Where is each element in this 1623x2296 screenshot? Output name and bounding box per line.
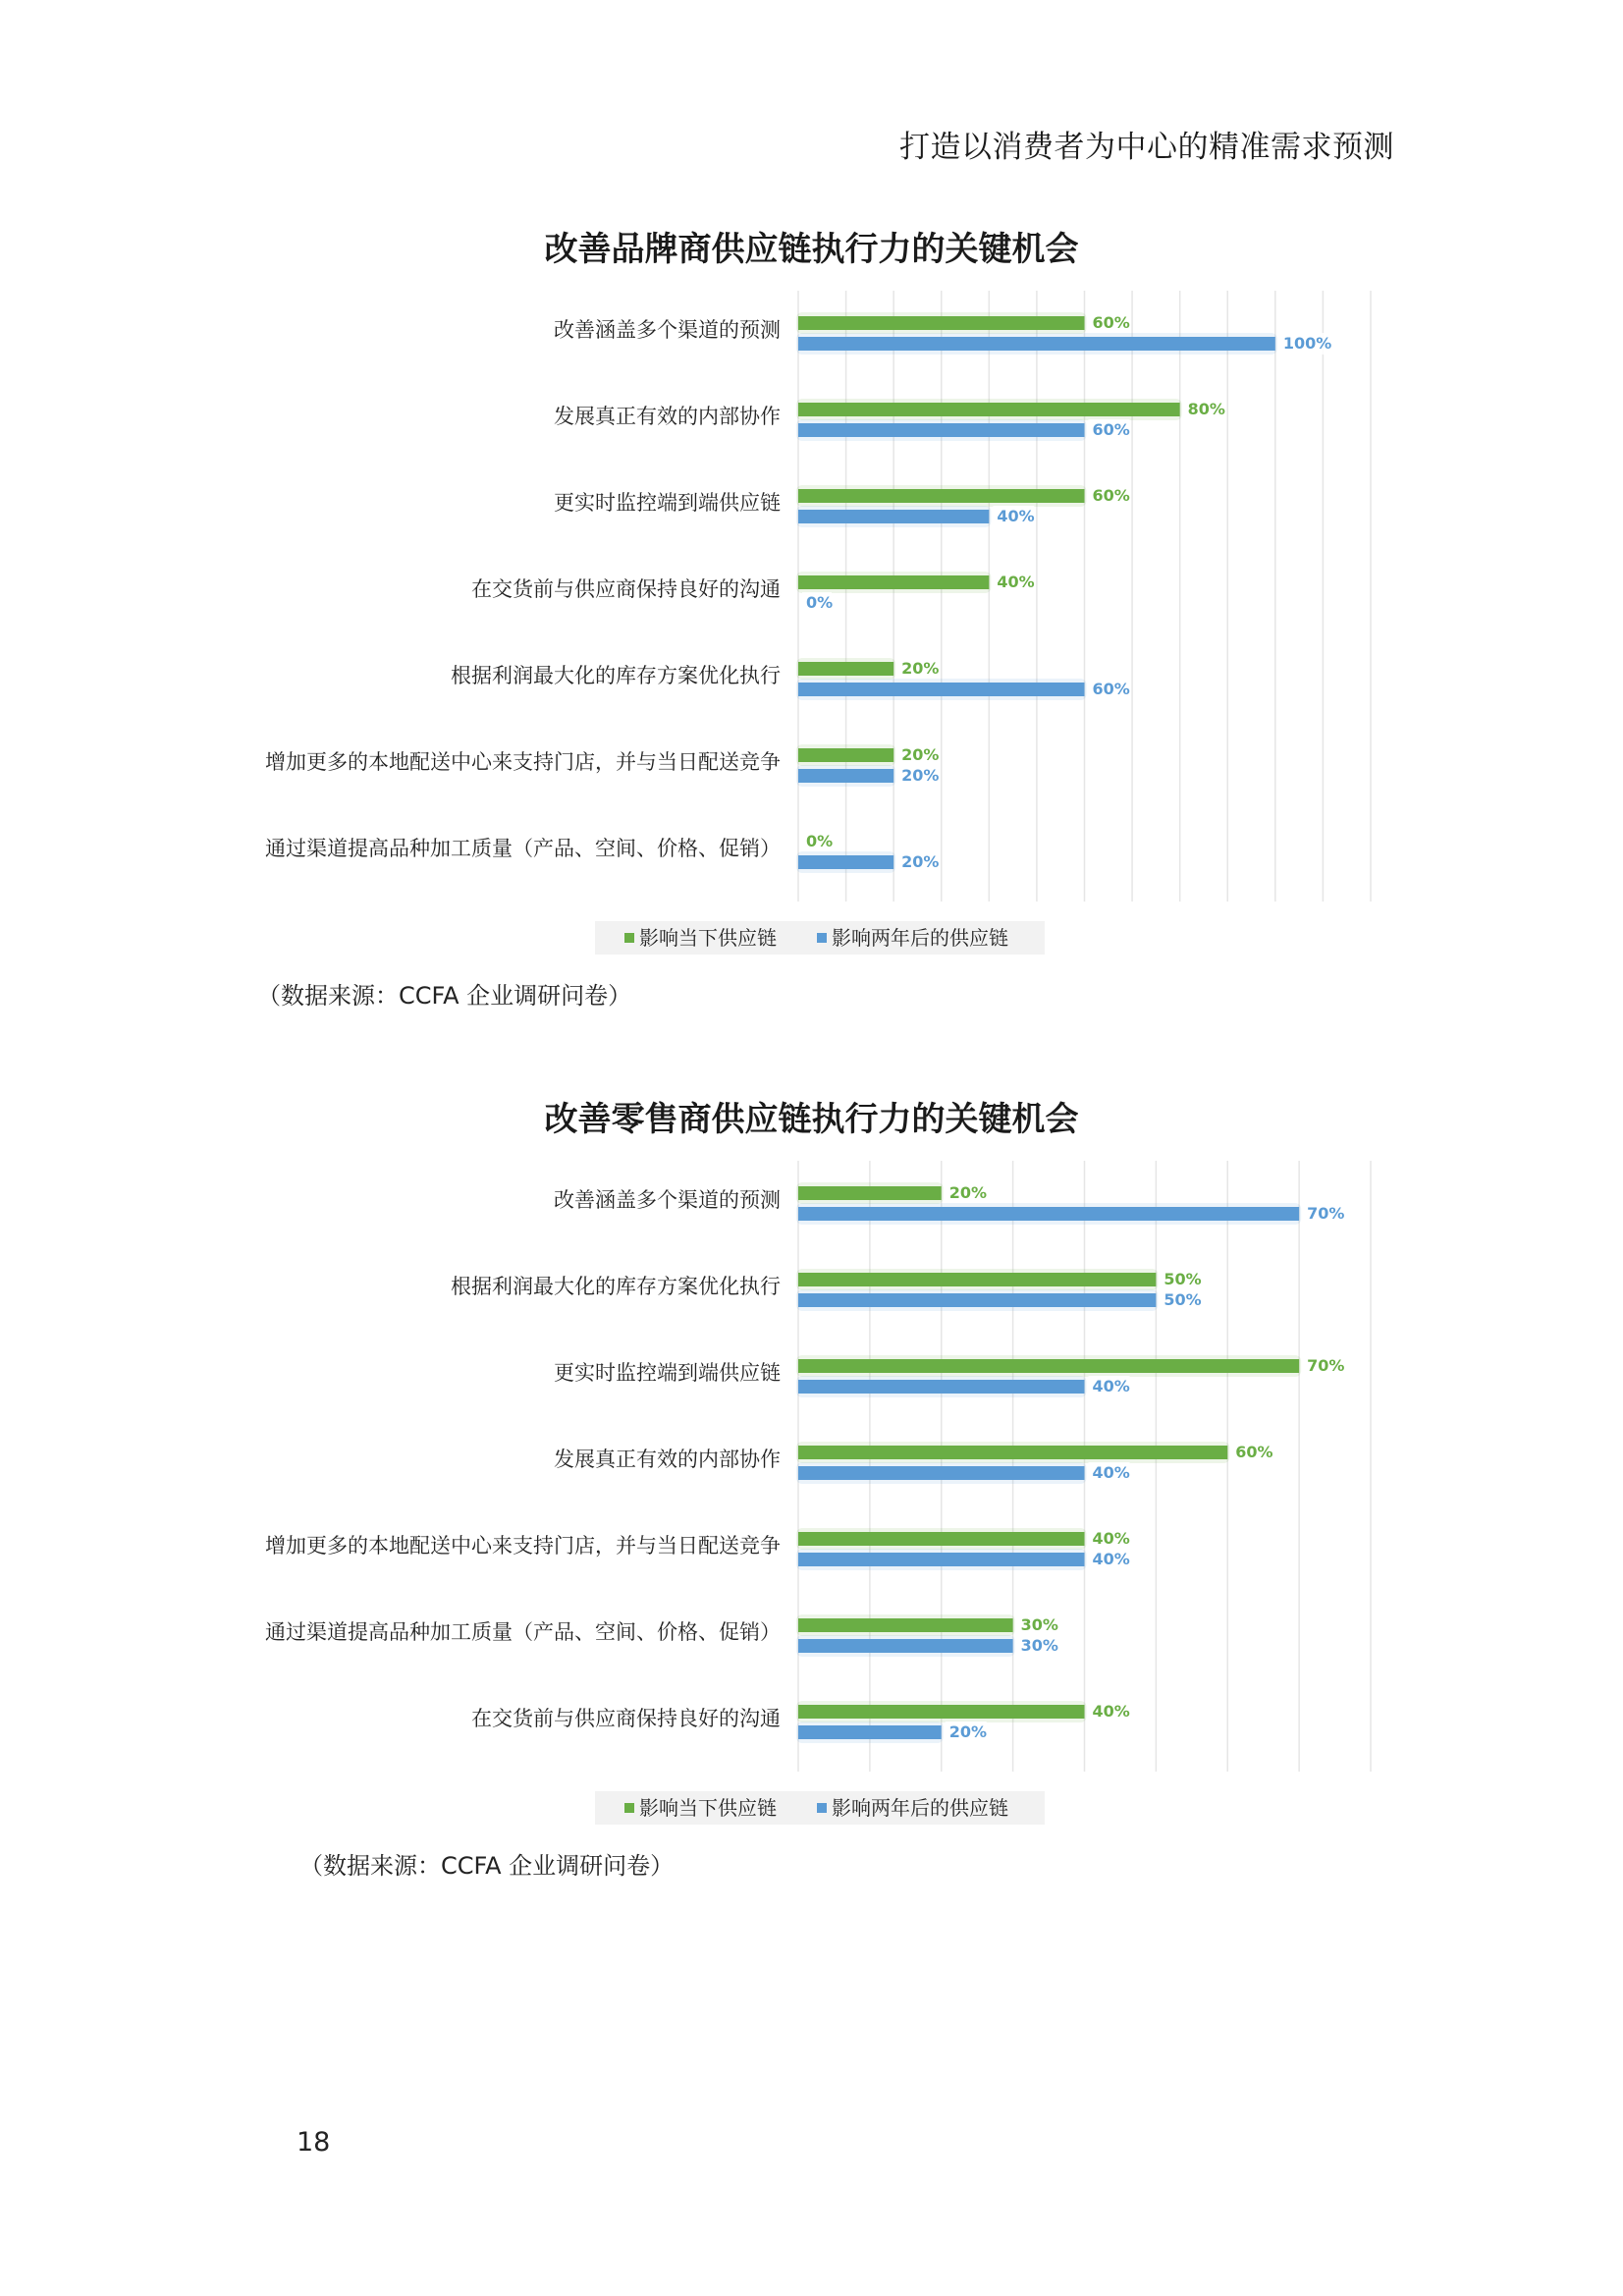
chart-2-source: （数据来源：CCFA 企业调研问卷） xyxy=(299,1852,675,1880)
bar xyxy=(798,1705,1085,1719)
legend-swatch-current xyxy=(624,933,634,943)
data-label: 60% xyxy=(1092,680,1130,698)
category-label: 改善涵盖多个渠道的预测 xyxy=(554,1188,781,1212)
chart-2-plot xyxy=(0,1155,1623,1832)
category-label: 通过渠道提高品种加工质量（产品、空间、价格、促销） xyxy=(265,837,781,860)
data-label: 20% xyxy=(901,659,940,678)
legend-label-current: 影响当下供应链 xyxy=(639,926,777,950)
bar xyxy=(798,1725,942,1739)
legend-label-future: 影响两年后的供应链 xyxy=(832,1796,1008,1820)
bar xyxy=(798,337,1275,351)
category-label: 根据利润最大化的库存方案优化执行 xyxy=(451,664,781,687)
bar xyxy=(798,1446,1227,1459)
legend-label-current: 影响当下供应链 xyxy=(639,1796,777,1820)
data-label: 40% xyxy=(997,573,1035,591)
data-label: 50% xyxy=(1163,1270,1202,1288)
data-label: 40% xyxy=(1092,1529,1130,1548)
bar xyxy=(798,1532,1085,1546)
data-label: 40% xyxy=(1092,1463,1130,1482)
bar xyxy=(798,769,893,783)
chart-1-plot xyxy=(0,285,1623,962)
data-label: 80% xyxy=(1187,400,1225,418)
data-label: 60% xyxy=(1092,420,1130,439)
data-label: 60% xyxy=(1235,1443,1273,1461)
bar xyxy=(798,1618,1013,1632)
bar xyxy=(798,1273,1156,1286)
category-label: 增加更多的本地配送中心来支持门店，并与当日配送竞争 xyxy=(265,750,781,774)
chart-1-title: 改善品牌商供应链执行力的关键机会 xyxy=(544,230,1079,269)
data-label: 20% xyxy=(901,745,940,764)
data-label: 20% xyxy=(948,1183,988,1202)
data-label: 70% xyxy=(1307,1356,1345,1375)
legend-swatch-current xyxy=(624,1803,634,1813)
legend-swatch-future xyxy=(817,1803,827,1813)
data-label: 40% xyxy=(997,507,1035,525)
bar xyxy=(798,403,1180,416)
chart-1-source: （数据来源：CCFA 企业调研问卷） xyxy=(257,982,632,1010)
bar xyxy=(798,423,1085,437)
category-label: 在交货前与供应商保持良好的沟通 xyxy=(471,577,781,601)
data-label: 30% xyxy=(1020,1636,1058,1655)
bar xyxy=(798,683,1085,696)
category-label: 在交货前与供应商保持良好的沟通 xyxy=(471,1707,781,1730)
data-label: 20% xyxy=(901,852,940,871)
bar xyxy=(798,748,893,762)
category-label: 通过渠道提高品种加工质量（产品、空间、价格、促销） xyxy=(265,1620,781,1644)
data-label: 40% xyxy=(1092,1377,1130,1395)
data-label: 20% xyxy=(901,766,940,785)
data-label: 0% xyxy=(806,593,834,612)
data-label: 30% xyxy=(1020,1615,1058,1634)
category-label: 发展真正有效的内部协作 xyxy=(554,1448,781,1471)
legend-swatch-future xyxy=(817,933,827,943)
bar xyxy=(798,1553,1085,1566)
bar xyxy=(798,316,1085,330)
data-label: 70% xyxy=(1307,1204,1345,1223)
category-label: 根据利润最大化的库存方案优化执行 xyxy=(451,1275,781,1298)
category-label: 更实时监控端到端供应链 xyxy=(554,491,781,515)
category-label: 增加更多的本地配送中心来支持门店，并与当日配送竞争 xyxy=(265,1534,781,1558)
bar xyxy=(798,1207,1299,1221)
bar xyxy=(798,1466,1085,1480)
data-label: 50% xyxy=(1163,1290,1202,1309)
data-label: 60% xyxy=(1092,313,1130,332)
page-number: 18 xyxy=(297,2127,331,2158)
category-label: 更实时监控端到端供应链 xyxy=(554,1361,781,1385)
data-label: 60% xyxy=(1092,486,1130,505)
category-label: 改善涵盖多个渠道的预测 xyxy=(554,318,781,342)
chart-2-title: 改善零售商供应链执行力的关键机会 xyxy=(544,1100,1079,1139)
data-label: 0% xyxy=(806,832,834,850)
bar xyxy=(798,510,989,523)
bar xyxy=(798,1359,1299,1373)
bar xyxy=(798,489,1085,503)
bar xyxy=(798,575,989,589)
bar xyxy=(798,1380,1085,1394)
page-header-title: 打造以消费者为中心的精准需求预测 xyxy=(899,130,1394,165)
bar xyxy=(798,1639,1013,1653)
bar xyxy=(798,1293,1156,1307)
data-label: 40% xyxy=(1092,1550,1130,1568)
bar xyxy=(798,662,893,676)
data-label: 40% xyxy=(1092,1702,1130,1721)
category-label: 发展真正有效的内部协作 xyxy=(554,405,781,428)
data-label: 100% xyxy=(1282,334,1332,353)
data-label: 20% xyxy=(948,1722,988,1741)
legend-label-future: 影响两年后的供应链 xyxy=(832,926,1008,950)
bar xyxy=(798,1186,942,1200)
bar xyxy=(798,855,893,869)
